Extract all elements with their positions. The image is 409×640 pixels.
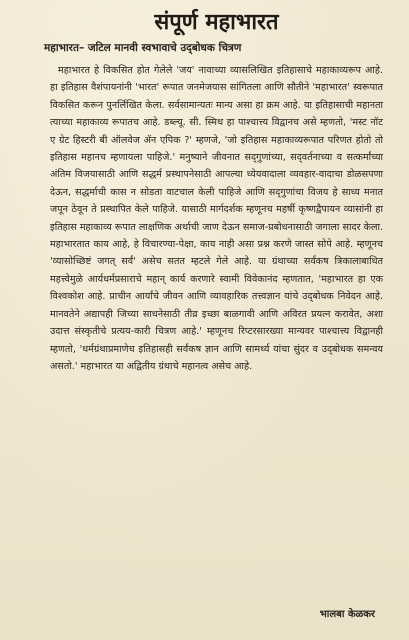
page-title: संपूर्ण महाभारत [154,10,279,35]
page-subtitle: महाभारत– जटिल मानवी स्वभावाचे उद्‌बोधक चित्रण [44,42,242,54]
author-signature: भालबा केळकर [319,609,375,620]
body-paragraph: महाभारत हे विकसित होत गेलेले 'जय' नावाच्या व्यासलिखित इतिहासाचे महाकाव्यरूप आहे. हा इतिहास वैशंपायनांनी 'भारत' रूपात जनमेजयास सांगितला आणि सौतीने 'महाभारत' स्वरूपात विकसित करून पुनर्लिखित केला. सर्वसामान्यतः मान्य असा हा क्रम आहे. या इतिहासाची महानता त्याच्या महाकाव्य रूपातच आहे. डब्ल्यू. सी. स्मिथ हा पाश्चात्त्य विद्वानच असे म्हणतो, 'मस्ट नॉट ए ग्रेट हिस्टरी बी ऑलवेज ॲन एपिक ?' म्हणजे, 'जो इतिहास महाकाव्यरूपात परिणत होतो तो इतिहास महानच म्हणायला पाहिजे.' मनुष्याने जीवनात सद्‌गुणांच्या, सद्‌वर्तनाच्या व सत्कर्मांच्या अंतिम विजयासाठी आणि सद्धर्म प्रस्थापनेसाठी आपल्या ध्येयवादाला व्यवहार-वादाचा डोळसपणा देऊन, सद्धर्माची कास न सोडता वाटचाल केली पाहिजे आणि सद्‌गुणांचा विजय हे साध्य मनात जपून ठेवून ते प्रस्थापित केले पाहिजे. यासाठी मार्गदर्शक म्हणूनच महर्षी कृष्णद्वैपायन व्यासांनी हा इतिहास महाकाव्य रूपात लाक्षणिक अर्थाची जाण देऊन समाज-प्रबोधनासाठी जगाला सादर केला. महाभारतात काय आहे, हे विचारण्या-पेक्षा, काय नाही असा प्रश्न करणे जास्त सोपे आहे. म्हणूनच 'व्यासोच्छिष्टं जगत् सर्वं' असेच सतत म्हटले गेले आहे. या ग्रंथाच्या सर्वंकष त्रिकालाबाधित महत्त्वेमुळे आर्यधर्मप्रसाराचे महान् कार्य करणारे स्वामी विवेकानंद म्हणतात, 'महाभारत हा एक विश्वकोश आहे. प्राचीन आर्यांचे जीवन आणि व्यावहारिक तत्त्वज्ञान यांचे उद्‌बोधक निवेदन आहे. मानवतेने अद्यापही जिच्या साधनेसाठी तीव्र इच्छा बाळगावी आणि अविरत प्रयत्न करावेत, अशा उदात्त संस्कृतीचे प्रत्यय-कारी चित्रण आहे.' म्हणूनच रिप्टरसारख्या मान्यवर पाश्चात्त्य विद्वानही म्हणतो, 'धर्मग्रंथाप्रमाणेच इतिहासही सर्वंकष ज्ञान आणि सामर्थ्य यांचा सुंदर व उद्‌बोधक समन्वय असतो.' महाभारत या अद्वितीय ग्रंथाचे महानत्व असेच आहे. [50,65,383,372]
